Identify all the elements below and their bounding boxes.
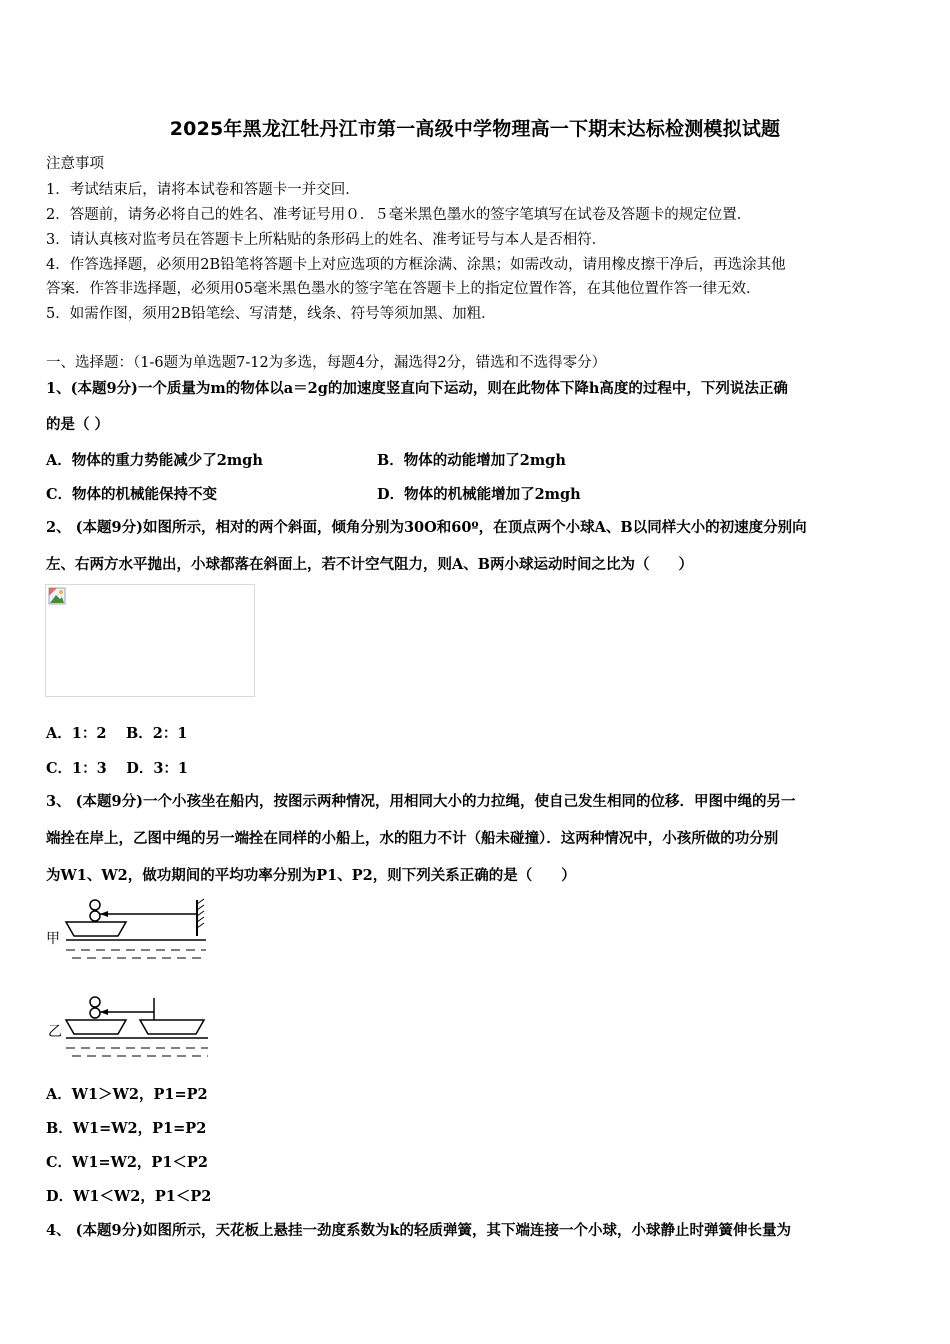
q3-stem-line3: 为W1、W2，做功期间的平均功率分别为P1、P2，则下列关系正确的是（ ） bbox=[46, 867, 576, 884]
q2-figure-placeholder bbox=[45, 584, 255, 697]
q1-stem-line2: 的是（ ） bbox=[46, 416, 110, 433]
notice-item-3: 3．请认真核对监考员在答题卡上所粘贴的条形码上的姓名、准考证号与本人是否相符． bbox=[46, 232, 607, 248]
q3-stem-line1: 3、 (本题9分)一个小孩坐在船内，按图示两种情况，用相同大小的力拉绳，使自己发生相同的位移．甲图中绳的另一 bbox=[46, 793, 796, 810]
figure-label-yi: 乙 bbox=[48, 1024, 62, 1040]
notice-item-4-cont: 答案．作答非选择题，必须用05毫米黑色墨水的签字笔在答题卡上的指定位置作答，在其他位置作答一律无效． bbox=[46, 281, 761, 297]
q3-stem-line2: 端拴在岸上，乙图中绳的另一端拴在同样的小船上，水的阻力不计（船未碰撞）．这两种情况中，小孩所做的功分别 bbox=[46, 830, 779, 847]
broken-image-icon bbox=[48, 587, 66, 605]
page-title: 2025年黑龙江牡丹江市第一高级中学物理高一下期末达标检测模拟试题 bbox=[169, 118, 781, 140]
q2-options-ab: A．1：2 B．2：1 bbox=[46, 725, 188, 742]
q4-stem-line1: 4、 (本题9分)如图所示，天花板上悬挂一劲度系数为k的轻质弹簧，其下端连接一个小球，小球静止时弹簧伸长量为 bbox=[46, 1222, 791, 1239]
section-heading: 一、选择题：（1-6题为单选题7-12为多选，每题4分，漏选得2分，错选和不选得零分） bbox=[46, 355, 607, 371]
notice-item-1: 1．考试结束后，请将本试卷和答题卡一并交回． bbox=[46, 182, 360, 198]
q2-stem-line1: 2、 (本题9分)如图所示，相对的两个斜面，倾角分别为30O和60º，在顶点两个小球A、B以同样大小的初速度分别向 bbox=[46, 519, 807, 536]
q1-option-a: A．物体的重力势能减少了2mgh bbox=[46, 452, 263, 469]
notice-item-5: 5．如需作图，须用2B铅笔绘、写清楚，线条、符号等须加黑、加粗． bbox=[46, 306, 496, 322]
notice-heading: 注意事项 bbox=[46, 156, 104, 172]
q1-option-b: B．物体的动能增加了2mgh bbox=[377, 452, 566, 469]
q3-figure-jia bbox=[44, 896, 214, 968]
q3-option-b: B．W1=W2，P1=P2 bbox=[46, 1120, 207, 1137]
q3-option-a: A．W1＞W2，P1=P2 bbox=[46, 1086, 208, 1103]
q1-option-c: C．物体的机械能保持不变 bbox=[46, 486, 218, 503]
q1-option-d: D．物体的机械能增加了2mgh bbox=[377, 486, 581, 503]
q3-option-d: D．W1＜W2，P1＜P2 bbox=[46, 1188, 212, 1205]
notice-item-4: 4．作答选择题，必须用2B铅笔将答题卡上对应选项的方框涂满、涂黑；如需改动，请用橡皮擦干净后，再选涂其他 bbox=[46, 257, 786, 273]
q1-stem-line1: 1、(本题9分)一个质量为m的物体以a＝2g的加速度竖直向下运动，则在此物体下降h高度的过程中，下列说法正确 bbox=[46, 380, 788, 397]
q3-figure-yi bbox=[44, 990, 214, 1064]
notice-item-2: 2．答题前，请务必将自己的姓名、准考证号用０．５毫米黑色墨水的签字笔填写在试卷及答题卡的规定位置． bbox=[46, 207, 752, 223]
q3-option-c: C．W1=W2，P1＜P2 bbox=[46, 1154, 208, 1171]
q2-options-cd: C．1：3 D．3：1 bbox=[46, 760, 189, 777]
q2-stem-line2: 左、右两方水平抛出，小球都落在斜面上，若不计空气阻力，则A、B两小球运动时间之比为（ ） bbox=[46, 556, 694, 573]
figure-label-jia: 甲 bbox=[46, 931, 60, 947]
